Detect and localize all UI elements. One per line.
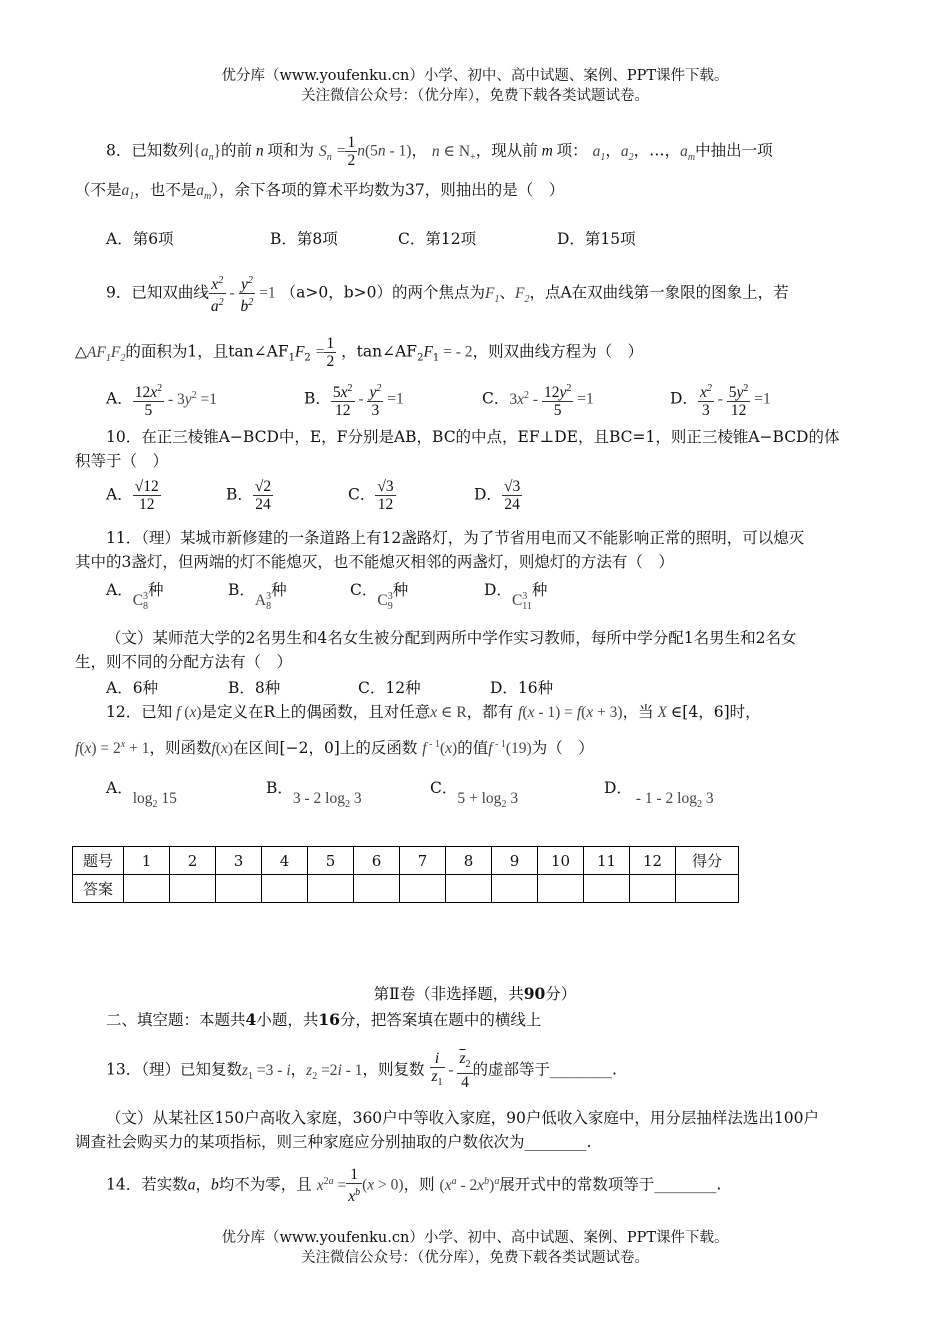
question-11-option-c: C．$C^3_9$种 <box>350 581 409 612</box>
question-11-option-d: D．$C^3_{11}$种 <box>484 581 548 612</box>
question-9-line-2: $\triangle AF_1F_2$的面积为1，且$\tan\angle AF_1F_2$ = $\frac{1}{2}$ ，$\tan\angle AF_2F_1$ = - 2，则双曲线方程为（ ） <box>75 335 644 370</box>
question-11-wen-line-1: （文）某师范大学的2名男生和4名女生被分配到两所中学作实习教师，每所中学分配1名男生和2名女 <box>106 629 797 647</box>
question-9-option-b: B． $\frac{5x^2}{12}$ - $\frac{y^2}{3}$ =1 <box>304 380 404 419</box>
question-10-option-a: A． $\frac{√12}{12}$ <box>106 478 159 513</box>
question-9-option-a: A． $\frac{12x^2}{5}$ - $3y^2 =1$ <box>106 380 217 419</box>
answer-table-header-row <box>73 847 739 875</box>
question-14-line-1: 14．若实数a，b均不为零，且 $x^{2a}$ = $\frac{1}{x^b}$ (x > 0)，则 $(x^a - 2x^b)^a$展开式中的常数项等于________. <box>106 1166 722 1205</box>
part-2-title: 第Ⅱ卷（非选择题，共90分） <box>373 984 577 1003</box>
answer-table <box>72 846 739 903</box>
question-12-option-c: C．$5 + \log_2 3$ <box>430 779 519 810</box>
answer-cell[interactable] <box>216 875 262 903</box>
question-11-option-a: A．$C^3_8$种 <box>106 581 164 612</box>
question-13-wen-line-2: 调查社会购买力的某项指标，则三种家庭应分别抽取的户数依次为________. <box>75 1133 592 1151</box>
question-8-option-d: D．第15项 <box>557 230 636 248</box>
question-10-option-d: D． $\frac{√3}{24}$ <box>474 478 521 513</box>
question-12-option-b: B．3 - 2 $\log_2 3$ <box>266 779 362 810</box>
question-8-option-c: C．第12项 <box>398 230 477 248</box>
question-13-wen-line-1: （文）从某社区150户高收入家庭，360户中等收入家庭，90户低收入家庭中，用分层抽样法选出100户 <box>106 1109 819 1127</box>
question-10-option-c: C． $\frac{√3}{12}$ <box>348 478 394 513</box>
answer-cell[interactable] <box>400 875 446 903</box>
answer-cell[interactable] <box>124 875 170 903</box>
question-number-cell: 11 <box>584 847 630 875</box>
question-11-wen-line-2: 生，则不同的分配方法有（ ） <box>75 653 293 671</box>
question-number-cell: 10 <box>538 847 584 875</box>
question-number-label: 题号 <box>73 847 124 875</box>
question-11-wen-option-c: C．12种 <box>358 679 421 697</box>
answer-label: 答案 <box>73 875 124 903</box>
question-number-cell: 1 <box>124 847 170 875</box>
question-11-option-b: B．$A^3_8$种 <box>228 581 287 612</box>
question-9-option-c: C．$3x^2$ - $\frac{12y^2}{5}$ =1 <box>482 380 594 419</box>
header-line-2: 关注微信公众号：（优分库），免费下载各类试题试卷。 <box>301 88 649 104</box>
answer-cell[interactable] <box>584 875 630 903</box>
question-number-cell: 3 <box>216 847 262 875</box>
question-number-cell: 2 <box>170 847 216 875</box>
answer-cell[interactable] <box>308 875 354 903</box>
question-8-line-1: 8．已知数列$\{a_n\}$的前 n 项和为 $S_n$ = $\frac{1}{2}$ n(5n - 1)， n ∈ $N_+$，现从前 m 项： $a_1$，$a_2$，…，$a_m$中抽出一项 <box>106 134 773 169</box>
question-number-cell: 5 <box>308 847 354 875</box>
answer-cell[interactable] <box>492 875 538 903</box>
footer-line-1: 优分库（www.youfenku.cn）小学、初中、高中试题、案例、PPT课件下载。 <box>221 1230 729 1246</box>
question-number-cell: 12 <box>630 847 676 875</box>
question-number-cell: 9 <box>492 847 538 875</box>
question-11-wen-option-b: B．8种 <box>228 679 281 697</box>
part-2-intro: 二、填空题：本题共4小题，共16分，把答案填在题中的横线上 <box>106 1010 542 1029</box>
question-8-option-a: A．第6项 <box>106 230 174 248</box>
score-label: 得分 <box>676 847 739 875</box>
question-number-cell: 4 <box>262 847 308 875</box>
question-11-line-1: 11．（理）某城市新修建的一条道路上有12盏路灯，为了节省用电而又不能影响正常的照明，可以熄灭 <box>106 529 805 547</box>
answer-cell[interactable] <box>170 875 216 903</box>
answer-table-answer-row <box>73 875 739 903</box>
question-12-line-2: $f(x) = 2^x + 1$，则函数f(x)在区间[−2，0]上的反函数 f $^{- 1}$(x)的值f $^{- 1}$(19)为（ ） <box>75 739 594 757</box>
answer-cell[interactable] <box>262 875 308 903</box>
question-9-line-1: 9．已知双曲线 $\frac{x^2}{a^2}$ - $\frac{y^2}{b^2}$ =1 （a>0，b>0）的两个焦点为$F_1$、$F_2$，点A在双曲线第一象限的图象上，若 <box>106 272 916 315</box>
question-11-wen-option-a: A．6种 <box>106 679 159 697</box>
question-12-option-a: A．$\log_2 15$ <box>106 779 177 810</box>
question-10-line-1: 10．在正三棱锥A−BCD中，E，F分别是AB，BC的中点，EF⊥DE，且BC=1，则正三棱锥A−BCD的体 <box>106 428 840 446</box>
question-8-line-2: （不是$a_1$，也不是$a_m$），余下各项的算术平均数为37，则抽出的是（ ） <box>75 181 565 202</box>
question-number-cell: 8 <box>446 847 492 875</box>
score-cell[interactable] <box>676 875 739 903</box>
question-12-option-d: D． - 1 - 2 $\log_2 3$ <box>604 779 714 810</box>
question-11-wen-option-d: D．16种 <box>490 679 554 697</box>
question-10-line-2: 积等于（ ） <box>75 452 169 470</box>
question-8-option-b: B．第8项 <box>270 230 338 248</box>
question-12-line-1: 12．已知 f (x)是定义在R上的偶函数，且对任意x ∈ R，都有 f(x - 1) = f(x + 3)，当 X ∈[4，6]时， <box>106 703 761 721</box>
answer-cell[interactable] <box>446 875 492 903</box>
header-line-1: 优分库（www.youfenku.cn）小学、初中、高中试题、案例、PPT课件下载。 <box>221 68 729 84</box>
question-9-option-d: D． $\frac{x^2}{3}$ - $\frac{5y^2}{12}$ =1 <box>670 380 771 419</box>
answer-cell[interactable] <box>538 875 584 903</box>
answer-cell[interactable] <box>630 875 676 903</box>
question-13-line-1: 13．（理）已知复数$z_1 =3 - i$，$z_2 =2i - 1$，则复数 $\frac{i}{z_1}$ - $\frac{\overline{z}_2}{4}$ 的虚部等于________. <box>106 1050 617 1091</box>
question-number-cell: 7 <box>400 847 446 875</box>
answer-cell[interactable] <box>354 875 400 903</box>
question-11-line-2: 其中的3盏灯，但两端的灯不能熄灭，也不能熄灭相邻的两盏灯，则熄灯的方法有（ ） <box>75 553 674 571</box>
question-number-cell: 6 <box>354 847 400 875</box>
question-10-option-b: B． $\frac{√2}{24}$ <box>226 478 272 513</box>
footer-line-2: 关注微信公众号：（优分库），免费下载各类试题试卷。 <box>301 1250 649 1266</box>
